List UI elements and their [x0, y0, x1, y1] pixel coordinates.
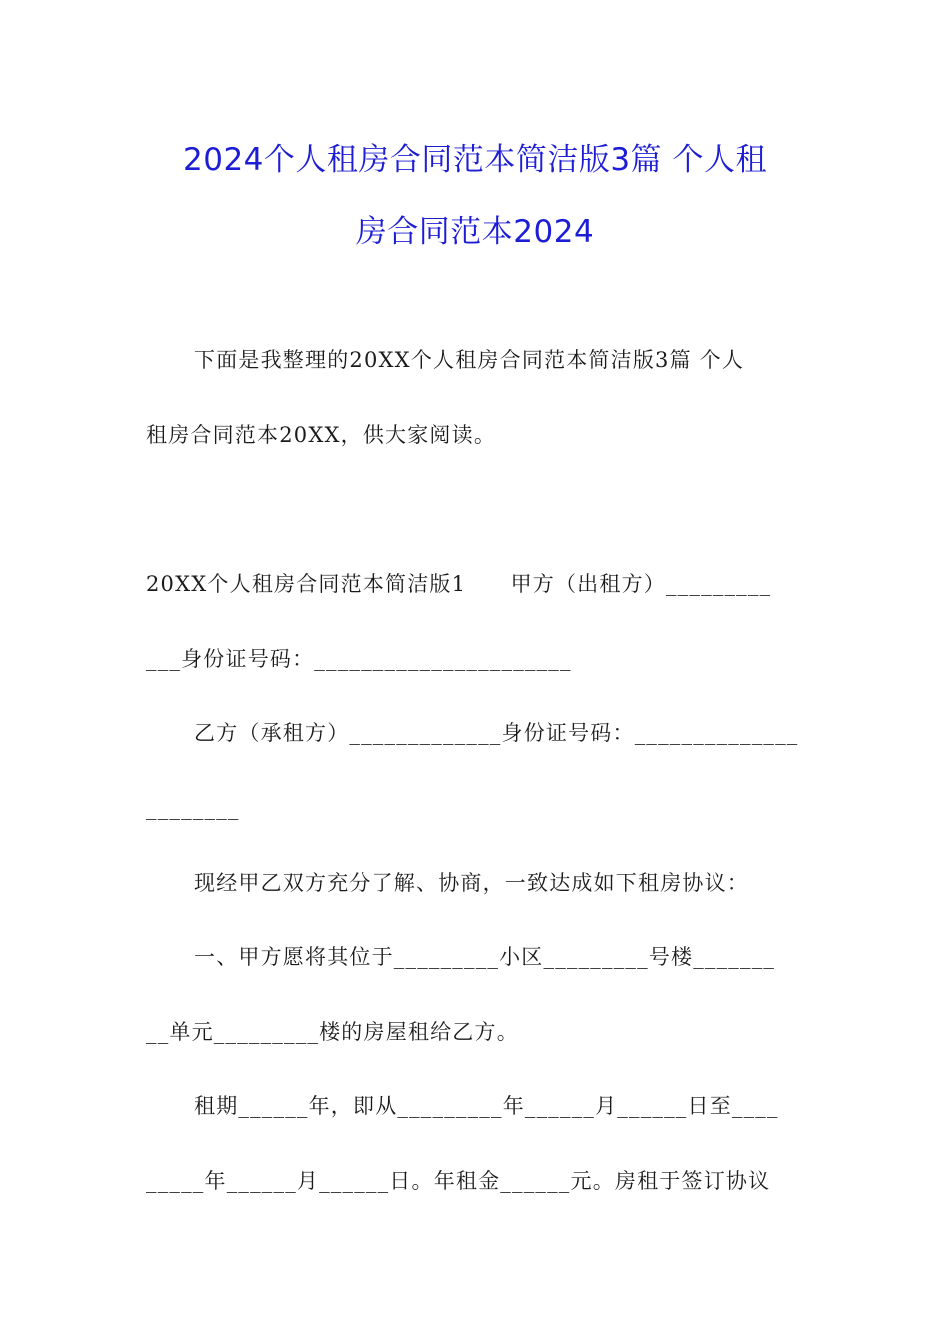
intro-paragraph-line-2: 租房合同范本20XX，供大家阅读。	[146, 423, 497, 447]
clause-1-line-2: __单元_________楼的房屋租给乙方。	[146, 1020, 519, 1044]
intro-paragraph-line-1: 下面是我整理的20XX个人租房合同范本简洁版3篇 个人	[194, 348, 745, 372]
lease-term-line-2: _____年______月______日。年租金______元。房租于签订协议	[146, 1169, 771, 1193]
party-b-line: 乙方（承租方）_____________身份证号码：______________	[194, 721, 799, 745]
document-title-line-2: 房合同范本2024	[355, 214, 595, 250]
party-a-line: 20XX个人租房合同范本简洁版1 甲方（出租方）_________	[146, 572, 772, 596]
party-a-id-line: ___身份证号码：______________________	[146, 647, 572, 671]
clause-1-line-1: 一、甲方愿将其位于_________小区_________号楼_______	[194, 945, 776, 969]
agreement-intro-line: 现经甲乙双方充分了解、协商，一致达成如下租房协议：	[194, 871, 749, 895]
document-title-line-1: 2024个人租房合同范本简洁版3篇 个人租	[183, 142, 767, 178]
party-b-id-continuation: ________	[146, 796, 240, 820]
lease-term-line-1: 租期______年，即从_________年______月______日至____	[194, 1094, 779, 1118]
